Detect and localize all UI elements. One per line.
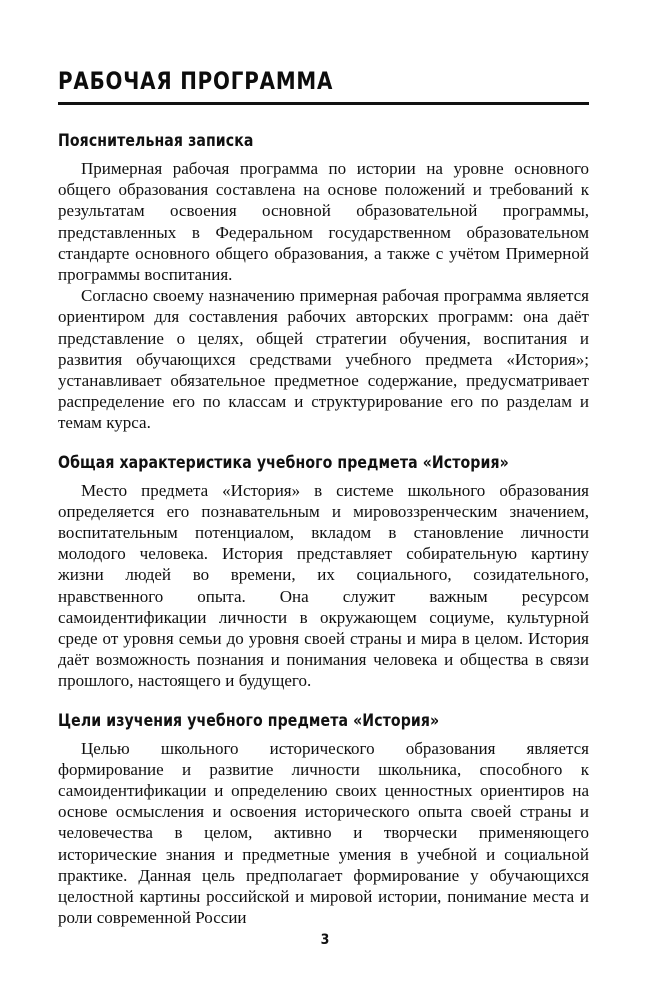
section-poyasnitelnaya-zapiska [58, 131, 589, 434]
paragraph: Примерная рабочая программа по истории на уровне основного общего образования составлена на основе положений и требований к результатам освоения основной образовательной программы, представленных в Федеральном государственном образовательном стандарте основного общего образования, а также с учётом Примерной программы воспитания. [58, 159, 589, 285]
title-divider [58, 102, 589, 105]
section-obshchaya-harakteristika [58, 453, 589, 692]
section-tseli-izucheniya [58, 711, 589, 929]
section-heading-subject-overview: Общая характеристика учебного предмета «История» [58, 452, 509, 472]
page-title: РАБОЧАЯ ПРОГРАММА [58, 67, 334, 95]
paragraph-group [58, 738, 589, 929]
page-content [58, 68, 589, 929]
page-number: 3 [320, 932, 330, 948]
section-heading-study-goals: Цели изучения учебного предмета «История» [58, 710, 440, 730]
paragraph: Место предмета «История» в системе школьного образования определяется его познавательным и мировоззренческим значением, воспитательным потенциалом, вкладом в становление личности молодого человека. История представляет собирательную картину жизни людей во времени, их социального, созидательного, нравственного опыта. Она служит важным ресурсом самоидентификации личности в окружающем социуме, культурной среде от уровня семьи до уровня своей страны и мира в целом. История даёт возможность познания и понимания человека и общества в связи прошлого, настоящего и будущего. [58, 480, 589, 691]
section-heading-explanatory-note: Пояснительная записка [58, 131, 254, 150]
paragraph: Целью школьного исторического образования является формирование и развитие личности школьника, способного к самоидентификации и определению своих ценностных ориентиров на основе осмысления и освоения исторического опыта своей страны и человечества в целом, активно и творчески применяющего исторические знания и предметные умения в учебной и социальной практике. Данная цель предполагает формирование у обучающихся целостной картины российской и мировой истории, понимание места и роли современной России [58, 738, 589, 928]
paragraph-group [58, 480, 589, 692]
paragraph-group [58, 158, 589, 434]
paragraph: Согласно своему назначению примерная рабочая программа является ориентиром для составления рабочих авторских программ: она даёт представление о целях, общей стратегии обучения, воспитания и развития обучающихся средствами учебного предмета «История»; устанавливает обязательное предметное содержание, предусматривает распределение его по классам и структурирование его по разделам и темам курса. [58, 286, 589, 433]
